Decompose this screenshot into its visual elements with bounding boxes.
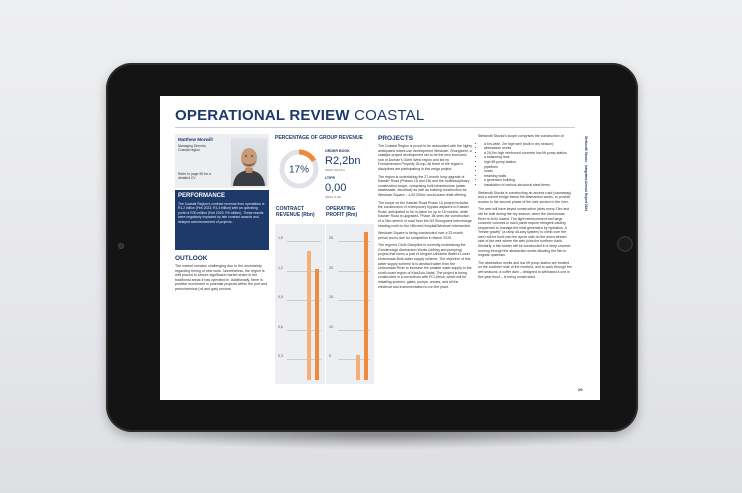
page-number: 29 (578, 387, 583, 392)
manager-card (175, 134, 269, 188)
revenue-tick-label: 1,2 (278, 265, 283, 270)
outlook-text: The market remains challenging due to the uncertainty regarding timing of new work. Nonetheless, the region is well placed to secure significant market share in the traditional areas it has operated in. Additionally, there is positive movement in potential projects within the port and petrochemical (oil and gas) sectors. (175, 264, 268, 291)
tablet-screen (160, 96, 600, 400)
profit-chart-heading-line1: OPERATING (326, 206, 356, 212)
scope-paragraph: Stefanutti Stocks is constructing an access road (causeway) and a culvert bridge below the abstraction works, to provide access to the second phase of the weir section in the river. (478, 190, 572, 204)
scope-list-item: • high lift pump station (484, 160, 572, 165)
revenue-bar-2023 (307, 251, 311, 381)
projects-paragraph: The region's Civils Discipline is currently undertaking the Goodenough Abstraction Works (drilling and pumping) project that forms a part of Umgeni-Uthukela Water's Lower Umkomaas Bulk water supply scheme. The objective of this water supply scheme is to abstract water from the Umkomaas River to increase the potable water supply to the south coast region of KwaZulu-Natal. The project is being constructed in a consortium with PCI Africa, which will be installing screens, gates, pumps, cranes, and all the electrical and instrumentation to run the plant. (378, 243, 472, 289)
page-title-bold: OPERATIONAL REVIEW (175, 107, 350, 124)
manager-cv-reference: Refer to page 50 for a detailed CV (178, 172, 211, 181)
scope-paragraph: The weir will have keyed construction joints every 15m and will be built during the dry season, when the Umkomaas River is at its lowest. The tight reinforcement and large concrete volumes in each panel require stringent casting sequences to manage the heat generated by hydration. A "trestle gravity" (a ramp all-way system) to climb over the weir) will be built onto the apron slab on the down-stream side of the weir where the weir joins the northern bank. Similarly, a fish ladder will be constructed in a deep channel running through the abstraction works allowing the fish to migrate upstream. (478, 207, 571, 258)
revenue-tick-label: 0,6 (278, 324, 283, 329)
manager-name: Matthew Morwill (178, 137, 213, 142)
revenue-bar-chart (275, 224, 325, 384)
scope-list-item: • a balancing tank (484, 155, 572, 160)
projects-heading: PROJECTS (378, 135, 414, 142)
group-revenue-heading: PERCENTAGE OF GROUP REVENUE (275, 135, 363, 141)
donut-percentage-label: 17% (288, 164, 310, 176)
group-revenue-donut (278, 148, 320, 190)
scope-list-item: • a generator building (484, 178, 572, 183)
camera-icon (118, 243, 124, 249)
order-book-value: R2,2bn (325, 155, 361, 167)
performance-box (175, 190, 269, 250)
avatar (231, 138, 267, 186)
page-title (175, 107, 424, 124)
scope-list-item: • roads (484, 169, 572, 174)
ltifr-label: LTIFR (325, 176, 335, 180)
revenue-tick-label: 1,5 (278, 235, 283, 240)
title-divider (175, 127, 575, 128)
performance-text: The Coastal Region's contract revenue from operations is R1,2 billion (Feb 2023: R1,4 billion) with an operating profit of R30 million (Feb 2023: R5 million). These results were negatively impacted by late contract awards and delayed commencement of projects. (178, 202, 265, 224)
profit-tick-label: 25 (329, 235, 333, 240)
scope-list-item: • retaining walls (484, 174, 572, 179)
revenue-chart-heading (276, 206, 315, 218)
profit-bar-chart (326, 224, 374, 384)
scope-list-item: • a 26,5m high reinforced concrete low lift pump station (484, 151, 572, 156)
revenue-bar-2024 (315, 269, 319, 380)
profit-tick-label: 5 (329, 354, 331, 359)
manager-role: Managing Director, Coastal region (178, 144, 207, 153)
outlook-heading: OUTLOOK (175, 255, 208, 262)
home-button[interactable] (617, 236, 633, 252)
projects-paragraph: The Coastal Region is proud to be associated with the highly anticipated mixed-use development Westown, Shongweni, a catalytic project development set to be the new economic hub of Durban's Outer West region and led by Fundamentum Property Group. All three of the region's disciplines are participating in this mega project. (378, 144, 472, 171)
projects-paragraph: The scope on the Kassier Road Phase 1A project includes the construction of a temporary bypass adjacent to Kassier Road, anticipated to be in place for up to 15 months, while Kassier Road is upgraded. Phase 1B sees the construction of a 2km stretch of road from the N3 Shongweni Interchange heading north to the Hillcrest Hospital/Westown intersection. (378, 200, 472, 228)
projects-column-1 (378, 144, 472, 292)
scope-list-item: • abstraction works (484, 146, 572, 151)
profit-chart-heading-line2: PROFIT (Rm) (326, 212, 358, 218)
side-running-label: Stefanutti Stocks · Integrated Annual Report 2024 (584, 136, 588, 211)
manager-photo-icon (231, 138, 267, 186)
profit-tick-label: 20 (329, 265, 333, 270)
revenue-chart-heading-line1: CONTRACT (276, 206, 305, 212)
ltifr-value: 0,00 (325, 182, 347, 194)
profit-chart-heading (326, 206, 357, 218)
scope-list-item: • a 6m-wide, 2m high weir (built in dry season) (484, 142, 572, 147)
order-book-comparison: (2023: R2,1bn) (325, 168, 346, 172)
profit-bar-2023 (356, 355, 360, 380)
scope-paragraph: The abstraction works and low lift pump station are located on the southern side of the riverbed, and to work through the wet seasons, a coffer dam – designed to withstand a one in five-year flood – is being constructed. (478, 260, 572, 279)
profit-tick-label: 15 (329, 295, 333, 300)
revenue-tick-label: 0,3 (278, 354, 283, 359)
projects-paragraph: The region is undertaking the 27-month long upgrade of Kassier Road (Phases 1A and 1B) and the multidisciplinary construction scope, comprising bulk infrastructure (water, wastewater, electrical) as well as building construction for Westown Square – a 50 000m² world-class retail offering. (378, 174, 470, 197)
revenue-chart-heading-line2: REVENUE (Rbn) (276, 212, 315, 218)
profit-tick-label: 10 (329, 324, 333, 329)
scope-list (478, 142, 572, 188)
order-book-label: ORDER BOOK (325, 149, 350, 153)
revenue-tick-label: 0,9 (278, 295, 283, 300)
scope-intro: Stefanutti Stocks's scope comprises the construction of: (478, 134, 565, 138)
ltifr-comparison: (2023: 0,22) (325, 195, 342, 199)
performance-heading: PERFORMANCE (178, 193, 226, 199)
profit-bar-2024 (364, 232, 368, 380)
revenue-gridline (287, 241, 321, 242)
scope-list-item: • installation of various structural steel items (484, 183, 572, 188)
projects-column-2 (478, 134, 572, 282)
page-title-thin: COASTAL (354, 107, 425, 124)
projects-paragraph: Westown Square is being constructed over a 23-month period and is due for completion in March 2025. (378, 231, 464, 240)
scope-list-item: • pipelines (484, 165, 572, 170)
